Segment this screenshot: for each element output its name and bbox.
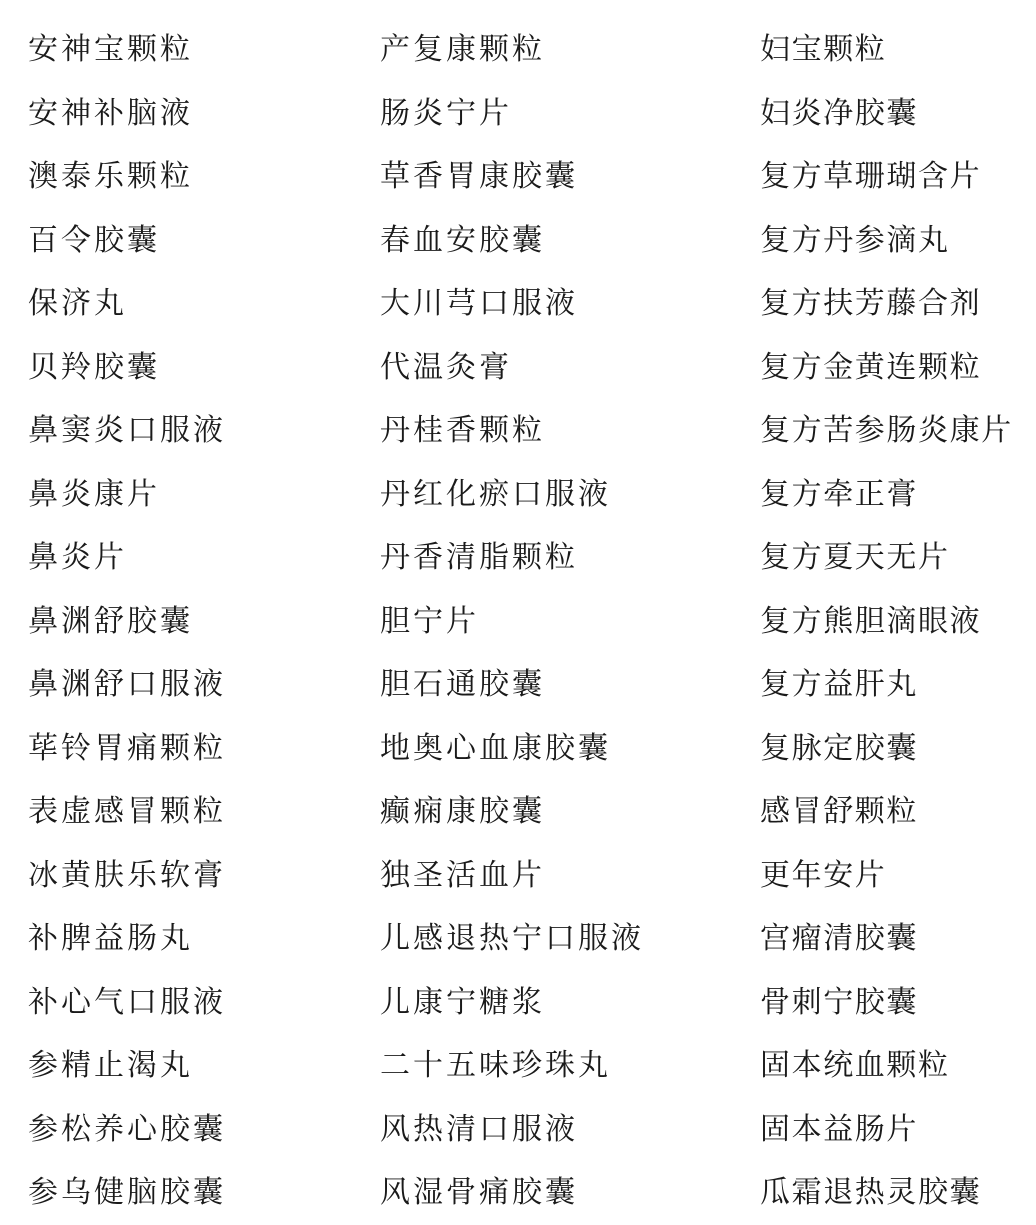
medicine-name: 补脾益肠丸 xyxy=(28,921,193,956)
medicine-name: 更年安片 xyxy=(760,857,887,893)
medicine-name: 胆宁片 xyxy=(380,603,479,639)
medicine-name: 鼻渊舒口服液 xyxy=(28,667,226,702)
medicine-name: 地奥心血康胶囊 xyxy=(380,730,611,766)
medicine-name: 大川芎口服液 xyxy=(380,286,578,321)
medicine-name: 补心气口服液 xyxy=(28,984,226,1020)
medicine-name: 妇宝颗粒 xyxy=(760,32,887,67)
medicine-name: 安神宝颗粒 xyxy=(28,32,193,67)
medicine-name: 胆石通胶囊 xyxy=(380,667,545,702)
medicine-name: 春血安胶囊 xyxy=(380,222,545,258)
medicine-name: 复方丹参滴丸 xyxy=(760,222,950,258)
medicine-name: 肠炎宁片 xyxy=(380,95,512,131)
medicine-name: 参乌健脑胶囊 xyxy=(28,1175,226,1210)
medicine-name: 冰黄肤乐软膏 xyxy=(28,857,226,893)
medicine-name: 复方金黄连颗粒 xyxy=(760,349,982,385)
medicine-name: 代温灸膏 xyxy=(380,349,512,385)
medicine-name: 宫瘤清胶囊 xyxy=(760,921,918,956)
medicine-name: 丹桂香颗粒 xyxy=(380,413,545,448)
medicine-name: 丹红化瘀口服液 xyxy=(380,476,611,512)
medicine-name: 风热清口服液 xyxy=(380,1111,578,1147)
medicine-name: 草香胃康胶囊 xyxy=(380,159,578,194)
medicine-name: 鼻窦炎口服液 xyxy=(28,413,226,448)
medicine-name: 参精止渴丸 xyxy=(28,1048,193,1083)
medicine-name: 贝羚胶囊 xyxy=(28,349,160,385)
medicine-name: 表虚感冒颗粒 xyxy=(28,794,226,829)
medicine-name: 复方苦参肠炎康片 xyxy=(760,413,1013,448)
medicine-name: 复脉定胶囊 xyxy=(760,730,918,766)
medicine-name: 澳泰乐颗粒 xyxy=(28,159,193,194)
medicine-name: 鼻炎康片 xyxy=(28,476,160,512)
medicine-name: 固本统血颗粒 xyxy=(760,1048,950,1083)
medicine-name: 二十五味珍珠丸 xyxy=(380,1048,611,1083)
medicine-name: 癫痫康胶囊 xyxy=(380,794,545,829)
medicine-name: 安神补脑液 xyxy=(28,95,193,131)
medicine-column-2 xyxy=(380,18,750,1225)
medicine-name: 风湿骨痛胶囊 xyxy=(380,1175,578,1210)
medicine-name: 儿康宁糖浆 xyxy=(380,984,545,1020)
medicine-name: 鼻炎片 xyxy=(28,540,127,575)
medicine-column-3 xyxy=(760,18,1030,1225)
medicine-name: 参松养心胶囊 xyxy=(28,1111,226,1147)
medicine-name: 复方益肝丸 xyxy=(760,667,918,702)
medicine-name: 复方扶芳藤合剂 xyxy=(760,286,982,321)
medicine-name: 荜铃胃痛颗粒 xyxy=(28,730,226,766)
medicine-name: 固本益肠片 xyxy=(760,1111,918,1147)
medicine-name: 独圣活血片 xyxy=(380,857,545,893)
medicine-name: 瓜霜退热灵胶囊 xyxy=(760,1175,982,1210)
medicine-name: 百令胶囊 xyxy=(28,222,160,258)
medicine-name: 复方草珊瑚含片 xyxy=(760,159,982,194)
medicine-name: 儿感退热宁口服液 xyxy=(380,921,644,956)
medicine-name: 妇炎净胶囊 xyxy=(760,95,918,131)
medicine-name: 丹香清脂颗粒 xyxy=(380,540,578,575)
medicine-name: 复方熊胆滴眼液 xyxy=(760,603,982,639)
medicine-name: 鼻渊舒胶囊 xyxy=(28,603,193,639)
medicine-name: 产复康颗粒 xyxy=(380,32,545,67)
medicine-name: 骨刺宁胶囊 xyxy=(760,984,918,1020)
medicine-name: 保济丸 xyxy=(28,286,127,321)
medicine-column-1 xyxy=(28,18,368,1225)
medicine-name: 感冒舒颗粒 xyxy=(760,794,918,829)
medicine-name: 复方夏天无片 xyxy=(760,540,950,575)
medicine-name: 复方牵正膏 xyxy=(760,476,918,512)
